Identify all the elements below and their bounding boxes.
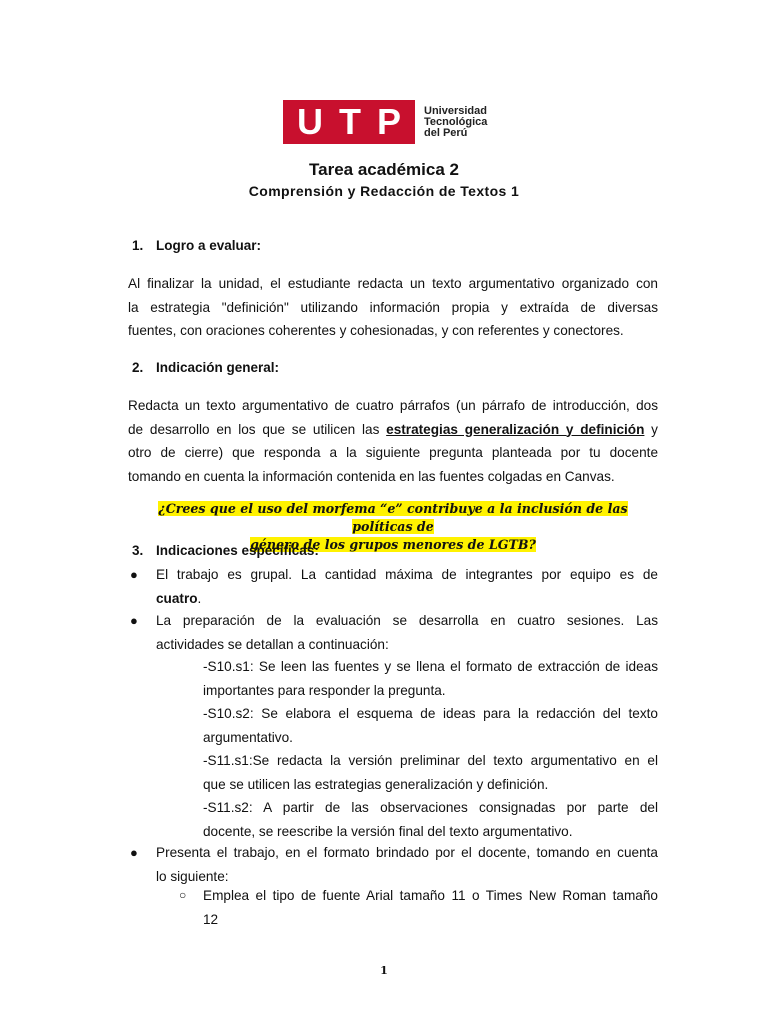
logo-wordmark [424, 106, 487, 139]
session-s11-s1-line-2: que se utilicen las estrategias generalización y definición. [203, 776, 549, 792]
section-1-title: Logro a evaluar: [156, 238, 262, 253]
bullet-line: Presenta el trabajo, en el formato brindado por el docente, tomando en cuenta [156, 845, 658, 860]
paragraph-line: tomando en cuenta la información contenida en las fuentes colgadas en Canvas. [128, 468, 615, 484]
bullet-period: . [197, 590, 202, 606]
bullet-line: La preparación de la evaluación se desarrolla en cuatro sesiones. Las [156, 613, 658, 628]
session-s10-s2-line-1: -S10.s2: Se elabora el esquema de ideas para la redacción del texto [203, 706, 658, 721]
section-1-heading [132, 238, 261, 253]
page-number: 1 [380, 964, 388, 977]
logo-mark [283, 100, 415, 144]
logo-line-1: Universidad [424, 104, 487, 117]
section-2-number: 2. [132, 360, 144, 375]
line-part: y [644, 421, 658, 437]
group-size-bold: cuatro [156, 590, 198, 606]
session-s10-s2-line-2: argumentativo. [203, 729, 293, 745]
section-3-heading [132, 543, 319, 558]
paragraph-line: Redacta un texto argumentativo de cuatro párrafos (un párrafo de introducción, dos [128, 398, 658, 413]
bullet-dot: ● [130, 613, 138, 628]
logo-letter-p: P [376, 101, 401, 142]
question-line-1: ¿Crees que el uso del morfema “e” contribuye a la inclusión de las políticas de [158, 501, 628, 534]
paragraph-line: Al finalizar la unidad, el estudiante redacta un texto argumentativo organizado con [128, 276, 658, 291]
document-title: Tarea académica 2 [309, 160, 459, 179]
logo-letter-u: U [296, 101, 323, 142]
section-3-number: 3. [132, 543, 144, 558]
session-s11-s2-line-1: -S11.s2: A partir de las observaciones consignadas por parte del [203, 800, 658, 815]
section-2-heading [132, 360, 279, 375]
logo-letter-t: T [338, 101, 361, 142]
bullet-dot: ● [130, 567, 138, 582]
section-1-number: 1. [132, 238, 144, 253]
sub-bullet-line: 12 [203, 911, 219, 927]
section-2-title: Indicación general: [156, 360, 280, 375]
bullet-line [156, 587, 658, 611]
document-subtitle: Comprensión y Redacción de Textos 1 [248, 183, 520, 199]
paragraph-line: la estrategia "definición" utilizando información propia y extraída de diversas [128, 299, 658, 315]
paragraph-line-with-emphasis [128, 418, 658, 442]
bullet-line: actividades se detallan a continuación: [156, 636, 389, 652]
bullet-item-format [156, 841, 658, 888]
bullet-line: El trabajo es grupal. La cantidad máxima de integrantes por equipo es de [156, 567, 658, 582]
sub-bullet-line: Emplea el tipo de fuente Arial tamaño 11 o Times New Roman tamaño [203, 888, 658, 903]
paragraph-line: otro de cierre) que responda a la siguiente pregunta planteada por tu docente [128, 445, 658, 460]
sub-bullet-font-rule [203, 884, 658, 931]
session-s11-s1-line-1: -S11.s1:Se redacta la versión preliminar del texto argumentativo en el [203, 753, 658, 768]
logo-line-2: Tecnológica [424, 115, 488, 128]
bullet-dot: ● [130, 845, 138, 860]
line-part: de desarrollo en los que se utilicen las [128, 421, 387, 437]
session-list [203, 655, 658, 843]
logo-line-3: del Perú [424, 126, 468, 139]
bullet-item-sessions [156, 609, 658, 656]
utp-logo [283, 100, 487, 144]
question-line-2: género de los grupos menores de LGTB? [250, 537, 536, 552]
section-2-paragraph [128, 394, 658, 488]
session-s10-s1-line-2: importantes para responder la pregunta. [203, 682, 446, 698]
paragraph-line: fuentes, con oraciones coherentes y cohesionadas, y con referentes y conectores. [128, 323, 624, 338]
session-s11-s2-line-2: docente, se reescribe la versión final del texto argumentativo. [203, 823, 573, 839]
section-3-title: Indicaciones específicas: [156, 543, 319, 558]
section-1-paragraph [128, 272, 658, 343]
emphasized-strategies: estrategias generalización y definición [386, 421, 645, 437]
circle-bullet-dot: ○ [179, 888, 187, 902]
bullet-line: lo siguiente: [156, 868, 229, 884]
bullet-item-group-size [156, 563, 658, 610]
session-s10-s1-line-1: -S10.s1: Se leen las fuentes y se llena el formato de extracción de ideas [203, 659, 658, 674]
